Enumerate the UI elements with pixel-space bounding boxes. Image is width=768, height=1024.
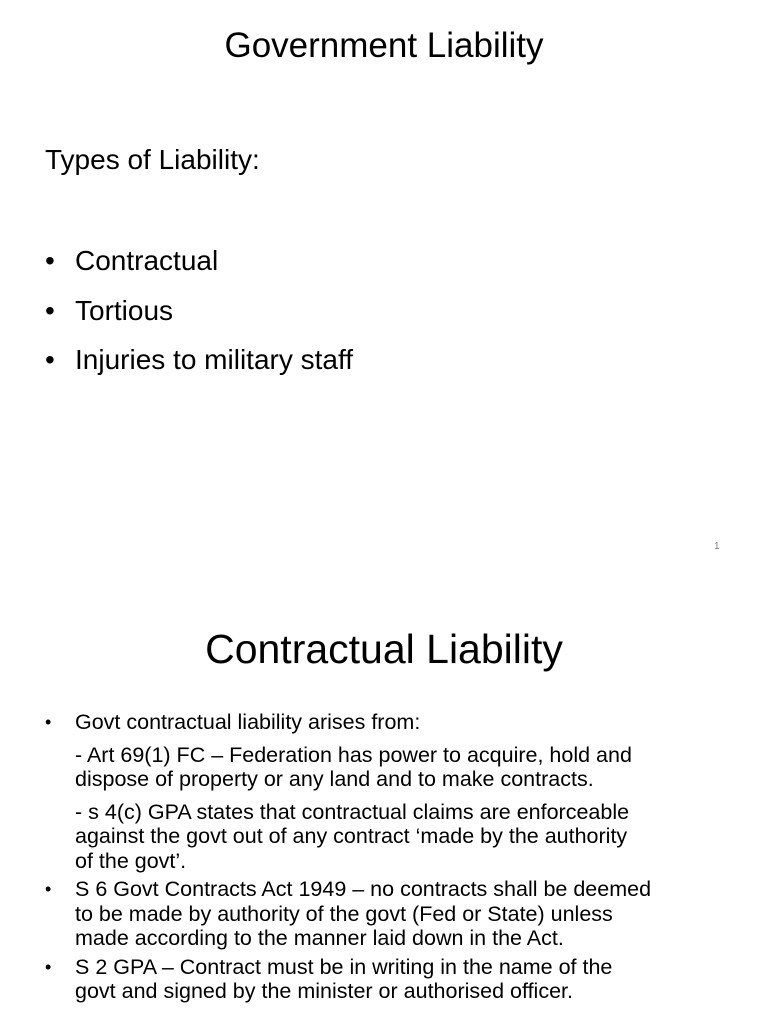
list-item — [45, 236, 353, 286]
bullet-icon: • — [45, 344, 55, 375]
bullet-icon: • — [45, 879, 52, 899]
text-line: dispose of property or any land and to make contracts. — [75, 767, 594, 791]
bullet-icon: • — [45, 712, 52, 732]
text-line: made according to the manner laid down in the Act. — [75, 926, 564, 950]
list-item — [45, 710, 745, 873]
slide-2 — [0, 576, 768, 1024]
text-line: against the govt out of any contract ‘made by the authority — [75, 824, 628, 848]
subheading: Types of Liability: — [45, 144, 260, 175]
page-number: 1 — [714, 541, 720, 552]
text-line: S 2 GPA – Contract must be in writing in the name of the — [75, 954, 613, 979]
list-item — [45, 877, 745, 951]
text-line: to be made by authority of the govt (Fed or State) unless — [75, 901, 613, 926]
bullet-icon: • — [45, 956, 52, 977]
text-line: Govt contractual liability arises from: — [75, 710, 421, 734]
list-item-text: Tortious — [75, 294, 174, 326]
text-line: - Art 69(1) FC – Federation has power to acquire, hold and — [75, 742, 632, 767]
list-item-text: Contractual — [75, 245, 219, 276]
list-item-text: Injuries to military staff — [75, 344, 354, 375]
list-item — [45, 335, 353, 385]
slide-title: Contractual Liability — [205, 626, 563, 672]
bullet-list — [45, 236, 353, 385]
bullet-icon: • — [45, 245, 55, 276]
text-line: of the govt’. — [75, 848, 187, 873]
bullet-list — [45, 710, 745, 1004]
text-line: S 6 Govt Contracts Act 1949 – no contracts shall be deemed — [75, 877, 652, 901]
list-item — [45, 286, 353, 336]
text-line: govt and signed by the minister or authorised officer. — [75, 979, 573, 1003]
list-item — [45, 955, 745, 1004]
text-line: - s 4(c) GPA states that contractual claims are enforceable — [75, 799, 630, 824]
slide-title: Government Liability — [224, 26, 544, 65]
bullet-icon: • — [45, 294, 55, 326]
